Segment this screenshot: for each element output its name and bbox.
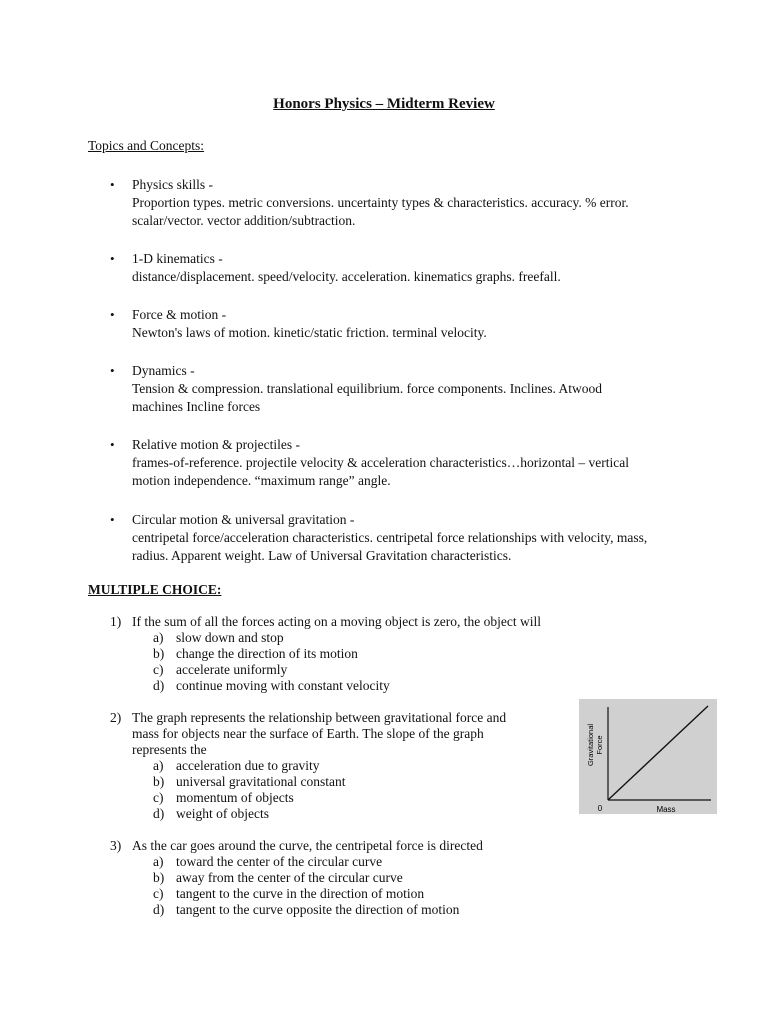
bullet-icon: •	[110, 177, 115, 192]
answer-choice[interactable]	[153, 902, 459, 918]
choice-text: change the direction of its motion	[176, 646, 358, 661]
answer-choice[interactable]	[153, 774, 345, 790]
question-stem-line: As the car goes around the curve, the centripetal force is directed	[132, 838, 483, 853]
y-axis-label-line-1: Gravitational	[586, 723, 595, 767]
series-line	[608, 706, 708, 800]
answer-choice[interactable]	[153, 758, 345, 774]
choice-text: toward the center of the circular curve	[176, 854, 383, 869]
answer-choice[interactable]	[153, 790, 345, 806]
topic-text-line: machines Incline forces	[132, 399, 261, 414]
bullet-icon: •	[110, 307, 115, 322]
question-stem	[132, 614, 541, 630]
y-axis-label-line-2: Force	[595, 735, 604, 755]
topics-heading: Topics and Concepts:	[88, 138, 205, 153]
answer-choice[interactable]	[153, 662, 390, 678]
graph-svg	[579, 699, 717, 814]
choice-text: slow down and stop	[176, 630, 284, 645]
answer-choice[interactable]	[153, 886, 459, 902]
topic-text-line: distance/displacement. speed/velocity. acceleration. kinematics graphs. freefall.	[132, 269, 561, 284]
bullet-icon: •	[110, 437, 115, 452]
topic-text-line: Tension & compression. translational equilibrium. force components. Inclines. Atwood	[132, 381, 602, 396]
answer-choices	[153, 630, 390, 694]
topic-text-line: Proportion types. metric conversions. uncertainty types & characteristics. accuracy. % error.	[132, 195, 629, 210]
choice-text: continue moving with constant velocity	[176, 678, 390, 693]
answer-choice[interactable]	[153, 678, 390, 694]
topic-heading: Force & motion -	[132, 307, 227, 322]
choice-text: away from the center of the circular curve	[176, 870, 403, 885]
topic-text-line: centripetal force/acceleration characteristics. centripetal force relationships with velocity, mass,	[132, 530, 648, 545]
question-stem-line: mass for objects near the surface of Earth. The slope of the graph	[132, 726, 484, 741]
answer-choice[interactable]	[153, 854, 459, 870]
choice-letter: c)	[153, 790, 164, 805]
origin-label: 0	[597, 804, 603, 813]
choice-text: weight of objects	[176, 806, 269, 821]
answer-choice[interactable]	[153, 646, 390, 662]
series-layer	[608, 706, 708, 800]
choice-letter: b)	[153, 774, 165, 789]
choice-letter: d)	[153, 678, 165, 693]
topic-heading: Dynamics -	[132, 363, 195, 378]
topic-heading: Physics skills -	[132, 177, 214, 192]
answer-choice[interactable]	[153, 806, 345, 822]
question-number: 3)	[110, 838, 122, 853]
topic-text-line: scalar/vector. vector addition/subtraction.	[132, 213, 356, 228]
question-number: 2)	[110, 710, 122, 725]
choice-letter: a)	[153, 630, 164, 645]
choice-letter: c)	[153, 662, 164, 677]
answer-choice[interactable]	[153, 870, 459, 886]
choice-text: tangent to the curve opposite the direction of motion	[176, 902, 460, 917]
choice-letter: c)	[153, 886, 164, 901]
answer-choice[interactable]	[153, 630, 390, 646]
choice-text: tangent to the curve in the direction of motion	[176, 886, 425, 901]
choice-text: universal gravitational constant	[176, 774, 346, 789]
topic-heading: Relative motion & projectiles -	[132, 437, 300, 452]
topic-heading: Circular motion & universal gravitation -	[132, 512, 355, 527]
choice-letter: d)	[153, 902, 165, 917]
choice-text: momentum of objects	[176, 790, 294, 805]
question-number: 1)	[110, 614, 122, 629]
topic-text-line: frames-of-reference. projectile velocity & acceleration characteristics…horizontal – vertical	[132, 455, 629, 470]
choice-letter: d)	[153, 806, 165, 821]
question-stem-line: If the sum of all the forces acting on a moving object is zero, the object will	[132, 614, 542, 629]
question-stem	[132, 838, 483, 854]
question-stem	[132, 710, 562, 758]
choice-letter: b)	[153, 646, 165, 661]
choice-letter: a)	[153, 854, 164, 869]
bullet-icon: •	[110, 363, 115, 378]
page-title: Honors Physics – Midterm Review	[273, 96, 495, 112]
choice-text: accelerate uniformly	[176, 662, 288, 677]
bullet-icon: •	[110, 251, 115, 266]
choice-letter: b)	[153, 870, 165, 885]
multiple-choice-heading: MULTIPLE CHOICE:	[88, 582, 222, 597]
answer-choices	[153, 854, 459, 918]
bullet-icon: •	[110, 512, 115, 527]
topic-text-line: radius. Apparent weight. Law of Universal Gravitation characteristics.	[132, 548, 512, 563]
topic-heading: 1-D kinematics -	[132, 251, 223, 266]
topic-text-line: Newton's laws of motion. kinetic/static friction. terminal velocity.	[132, 325, 487, 340]
x-axis-label: Mass	[656, 805, 676, 814]
topic-text-line: motion independence. “maximum range” angle.	[132, 473, 391, 488]
answer-choices	[153, 758, 345, 822]
question-stem-line: represents the	[132, 742, 207, 757]
choice-text: acceleration due to gravity	[176, 758, 320, 773]
question-stem-line: The graph represents the relationship between gravitational force and	[132, 710, 507, 725]
choice-letter: a)	[153, 758, 164, 773]
force-vs-mass-graph	[579, 699, 717, 814]
